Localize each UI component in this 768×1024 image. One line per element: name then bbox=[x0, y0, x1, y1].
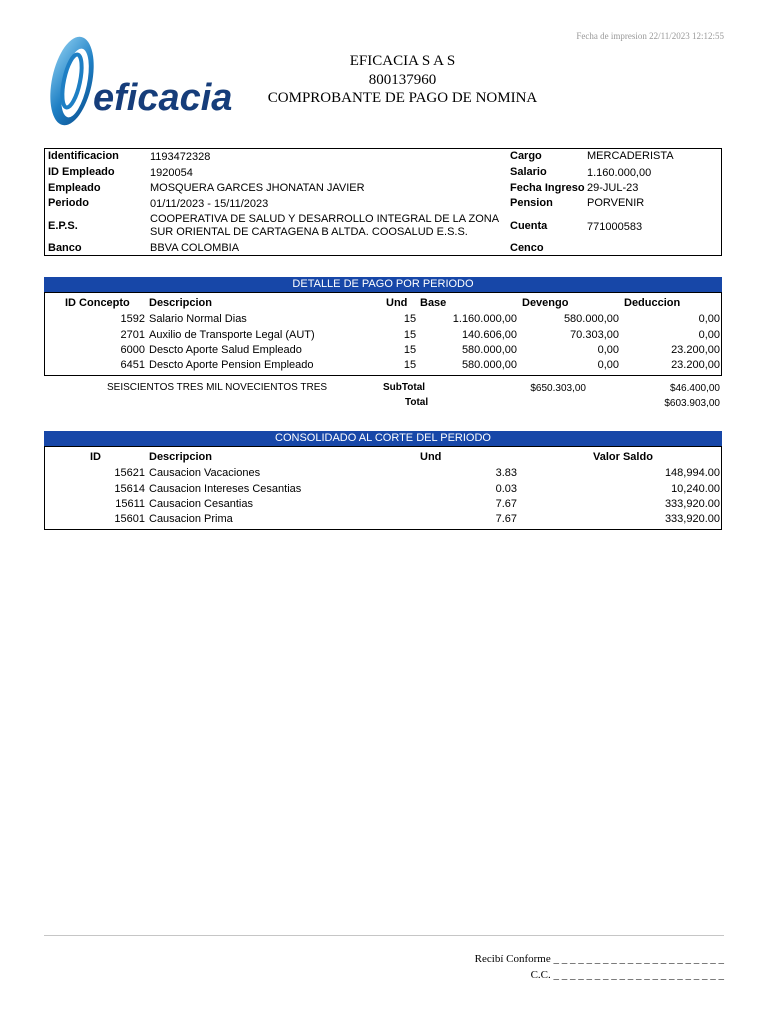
cell-und: 15 bbox=[403, 359, 417, 371]
cell-valor: 333,920.00 bbox=[664, 513, 720, 525]
company-name: EFICACIA S A S bbox=[349, 53, 456, 69]
salario-value: 1.160.000,00 bbox=[587, 167, 652, 179]
cell-base: 140.606,00 bbox=[461, 329, 517, 341]
cell-desc: Causacion Prima bbox=[149, 513, 233, 525]
subtotal-devengo: $650.303,00 bbox=[530, 383, 586, 394]
col-header-und: Und bbox=[386, 297, 408, 309]
cell-base: 580.000,00 bbox=[461, 344, 517, 356]
id-empleado-label: ID Empleado bbox=[48, 166, 115, 178]
table-row bbox=[45, 344, 721, 360]
cell-und: 15 bbox=[403, 313, 417, 325]
col-header-id-concepto: ID Concepto bbox=[65, 297, 130, 309]
id-empleado-value: 1920054 bbox=[150, 167, 193, 179]
table-row bbox=[45, 359, 721, 375]
cell-desc: Causacion Cesantias bbox=[149, 498, 253, 510]
table-row bbox=[45, 513, 721, 529]
cell-und: 7.67 bbox=[495, 498, 517, 510]
eficacia-logo bbox=[46, 34, 233, 128]
cargo-value: MERCADERISTA bbox=[587, 150, 674, 162]
cell-devengo: 580.000,00 bbox=[563, 313, 619, 325]
cell-desc: Causacion Vacaciones bbox=[149, 467, 261, 479]
identificacion-value: 1193472328 bbox=[150, 151, 211, 163]
pension-label: Pension bbox=[510, 197, 553, 209]
employee-info-box bbox=[44, 148, 722, 256]
total-value: $603.903,00 bbox=[664, 398, 720, 409]
cell-id: 15611 bbox=[115, 498, 145, 510]
cell-und: 15 bbox=[403, 329, 417, 341]
cell-und: 15 bbox=[403, 344, 417, 356]
cuenta-label: Cuenta bbox=[510, 220, 548, 232]
cell-deduccion: 23.200,00 bbox=[671, 359, 720, 371]
svg-text:eficacia: eficacia bbox=[93, 77, 233, 119]
subtotal-label: SubTotal bbox=[383, 382, 426, 393]
cell-deduccion: 23.200,00 bbox=[671, 344, 720, 356]
table-row bbox=[45, 329, 721, 345]
cell-deduccion: 0,00 bbox=[698, 329, 720, 341]
cell-desc: Causacion Intereses Cesantias bbox=[149, 483, 302, 495]
recibi-conforme-line: Recibí Conforme _ _ _ _ _ _ _ _ _ _ _ _ _ _ _ _ _ _ _ _ _ bbox=[474, 953, 724, 965]
periodo-value: 01/11/2023 - 15/11/2023 bbox=[150, 198, 269, 210]
cc-line: C.C. _ _ _ _ _ _ _ _ _ _ _ _ _ _ _ _ _ _ _ _ _ bbox=[530, 969, 724, 981]
table-row bbox=[45, 467, 721, 483]
fecha-ingreso-label: Fecha Ingreso bbox=[510, 182, 585, 194]
periodo-label: Periodo bbox=[48, 197, 89, 209]
detalle-section-title: DETALLE DE PAGO POR PERIODO bbox=[44, 277, 722, 292]
cell-id: 15601 bbox=[114, 513, 145, 525]
cell-id: 15614 bbox=[114, 483, 145, 495]
col-header-base: Base bbox=[420, 297, 447, 309]
col-header-descripcion: Descripcion bbox=[149, 297, 212, 309]
print-date: Fecha de impresion 22/11/2023 12:12:55 bbox=[576, 31, 724, 41]
eps-label: E.P.S. bbox=[48, 220, 78, 232]
cell-valor: 148,994.00 bbox=[664, 467, 720, 479]
subtotal-deduccion: $46.400,00 bbox=[669, 383, 720, 394]
amount-in-words: SEISCIENTOS TRES MIL NOVECIENTOS TRES bbox=[107, 382, 328, 393]
empleado-label: Empleado bbox=[48, 182, 101, 194]
cell-und: 3.83 bbox=[495, 467, 517, 479]
cell-devengo: 0,00 bbox=[597, 359, 619, 371]
cell-base: 1.160.000,00 bbox=[452, 313, 517, 325]
eps-value-line1: COOPERATIVA DE SALUD Y DESARROLLO INTEGRAL DE LA ZONA bbox=[150, 213, 500, 225]
cell-base: 580.000,00 bbox=[461, 359, 517, 371]
cell-desc: Auxilio de Transporte Legal (AUT) bbox=[149, 329, 315, 341]
cell-desc: Descto Aporte Salud Empleado bbox=[149, 344, 302, 356]
cell-desc: Salario Normal Dias bbox=[149, 313, 247, 325]
table-row bbox=[45, 483, 721, 499]
empleado-value: MOSQUERA GARCES JHONATAN JAVIER bbox=[150, 182, 365, 194]
identificacion-label: Identificacion bbox=[48, 150, 119, 162]
pension-value: PORVENIR bbox=[587, 197, 645, 209]
banco-value: BBVA COLOMBIA bbox=[150, 242, 240, 254]
table-row bbox=[45, 498, 721, 514]
cuenta-value: 771000583 bbox=[587, 221, 643, 233]
cell-id: 1592 bbox=[120, 313, 145, 325]
cell-id: 6451 bbox=[120, 359, 145, 371]
salario-label: Salario bbox=[510, 166, 547, 178]
cell-desc: Descto Aporte Pension Empleado bbox=[149, 359, 314, 371]
consolidado-table bbox=[44, 446, 722, 530]
document-title: COMPROBANTE DE PAGO DE NOMINA bbox=[267, 90, 538, 106]
total-label: Total bbox=[405, 397, 429, 408]
table-row bbox=[45, 313, 721, 329]
cargo-label: Cargo bbox=[510, 150, 542, 162]
col-header-id: ID bbox=[90, 451, 101, 463]
col-header-deduccion: Deduccion bbox=[624, 297, 681, 309]
cell-devengo: 70.303,00 bbox=[570, 329, 619, 341]
cell-und: 7.67 bbox=[495, 513, 517, 525]
cell-devengo: 0,00 bbox=[597, 344, 619, 356]
eps-value-line2: SUR ORIENTAL DE CARTAGENA B ALTDA. COOSALUD E.S.S. bbox=[150, 226, 468, 238]
fecha-ingreso-value: 29-JUL-23 bbox=[587, 182, 639, 194]
company-nit: 800137960 bbox=[368, 72, 437, 88]
cell-valor: 10,240.00 bbox=[671, 483, 720, 495]
col-header-und: Und bbox=[420, 451, 442, 463]
cell-deduccion: 0,00 bbox=[698, 313, 720, 325]
cell-und: 0.03 bbox=[495, 483, 517, 495]
cell-id: 6000 bbox=[120, 344, 145, 356]
detalle-table bbox=[44, 292, 722, 376]
cell-valor: 333,920.00 bbox=[664, 498, 720, 510]
col-header-valor-saldo: Valor Saldo bbox=[593, 451, 653, 463]
cell-id: 15621 bbox=[114, 467, 145, 479]
cenco-label: Cenco bbox=[510, 242, 544, 254]
signature-divider bbox=[44, 935, 724, 936]
col-header-devengo: Devengo bbox=[522, 297, 569, 309]
cell-id: 2701 bbox=[120, 329, 145, 341]
banco-label: Banco bbox=[48, 242, 82, 254]
consolidado-section-title: CONSOLIDADO AL CORTE DEL PERIODO bbox=[44, 431, 722, 446]
col-header-descripcion: Descripcion bbox=[149, 451, 212, 463]
